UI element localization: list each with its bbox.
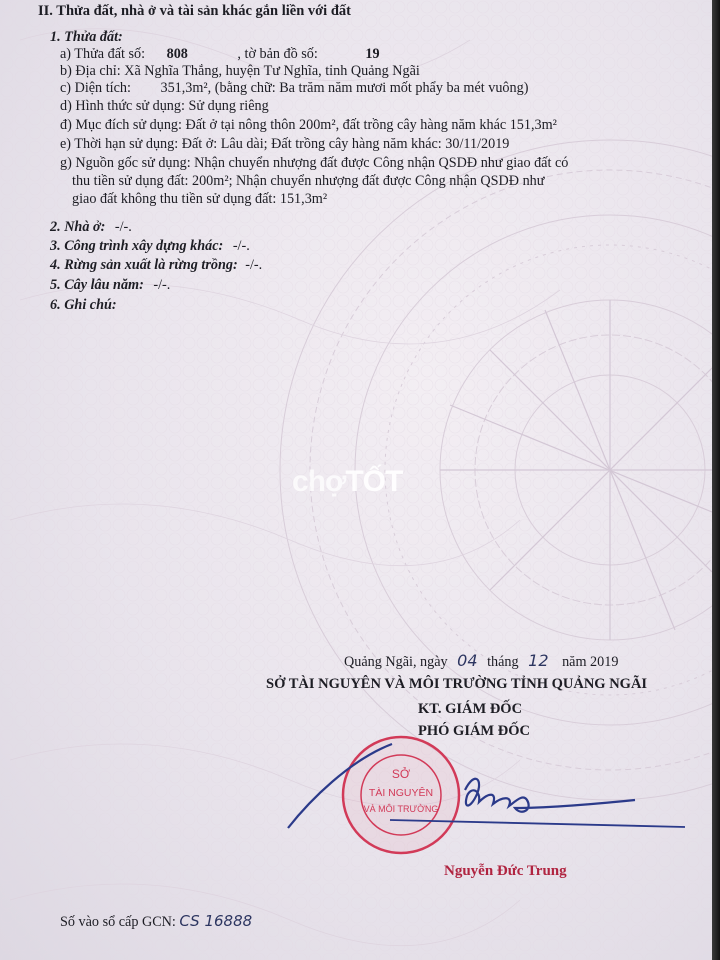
perennial-label: 5. Cây lâu năm: xyxy=(50,277,144,293)
role-deputy: KT. GIÁM ĐỐC xyxy=(418,701,523,717)
forest-row xyxy=(50,256,262,274)
origin-row-3: giao đất không thu tiền sử dụng đất: 151,3m² xyxy=(72,191,328,207)
registry-label: Số vào sổ cấp GCN: xyxy=(60,914,176,930)
forest-label: 4. Rừng sản xuất là rừng trồng: xyxy=(50,257,238,273)
house-value: -/-. xyxy=(114,219,132,235)
parcel-number: 808 xyxy=(166,46,188,62)
usage-purpose-row: đ) Mục đích sử dụng: Đất ở tại nông thôn 200m², đất trồng cây hàng năm khác 151,3m² xyxy=(60,117,557,133)
construction-label: 3. Công trình xây dựng khác: xyxy=(50,238,224,254)
address-row: b) Địa chỉ: Xã Nghĩa Thắng, huyện Tư Nghĩa, tỉnh Quảng Ngãi xyxy=(60,63,420,79)
parcel-heading: 1. Thửa đất: xyxy=(50,29,123,45)
seal-line-2: TÀI NGUYÊN xyxy=(368,787,434,799)
origin-row-2: thu tiền sử dụng đất: 200m²; Nhận chuyển nhượng đất được Công nhận QSDĐ như xyxy=(72,173,545,189)
map-sheet-number: 19 xyxy=(365,46,380,62)
registry-row xyxy=(60,912,252,931)
seal-line-1: SỞ xyxy=(391,767,411,781)
date-month-prefix: tháng xyxy=(487,654,519,670)
seal-line-3: VÀ MÔI TRƯỜNG xyxy=(363,804,439,814)
area-label: c) Diện tích: xyxy=(60,80,131,96)
area-value: 351,3m², (bằng chữ: Ba trăm năm mươi mốt phẩy ba mét vuông) xyxy=(160,80,529,96)
house-label: 2. Nhà ở: xyxy=(50,219,106,235)
date-day: 04 xyxy=(457,651,478,670)
house-row xyxy=(50,218,132,236)
date-line xyxy=(344,652,618,671)
role-title: PHÓ GIÁM ĐỐC xyxy=(418,723,530,739)
date-prefix: Quảng Ngãi, ngày xyxy=(344,654,448,670)
parcel-number-row xyxy=(60,45,380,63)
date-month: 12 xyxy=(528,651,549,670)
agency-name: SỞ TÀI NGUYÊN VÀ MÔI TRƯỜNG TỈNH QUẢNG NGÃI xyxy=(266,676,648,692)
map-sheet-label: , tờ bản đồ số: xyxy=(237,46,318,62)
registry-number: CS 16888 xyxy=(179,912,253,930)
usage-term-row: e) Thời hạn sử dụng: Đất ở: Lâu dài; Đất trồng cây hàng năm khác: 30/11/2019 xyxy=(60,136,510,152)
signer-name: Nguyễn Đức Trung xyxy=(444,863,567,879)
watermark-logo: chợTỐT xyxy=(292,465,403,498)
parcel-number-label: a) Thửa đất số: xyxy=(60,46,146,62)
origin-row-1: g) Nguồn gốc sử dụng: Nhận chuyển nhượng đất được Công nhận QSDĐ như giao đất có xyxy=(60,155,569,171)
photo-dark-edge xyxy=(712,0,720,960)
notes-row xyxy=(50,296,117,314)
forest-value: -/-. xyxy=(245,257,263,273)
area-row xyxy=(60,79,528,97)
notes-label: 6. Ghi chú: xyxy=(50,297,117,313)
perennial-row xyxy=(50,276,170,294)
usage-form-row: d) Hình thức sử dụng: Sử dụng riêng xyxy=(60,98,269,114)
perennial-value: -/-. xyxy=(153,277,171,293)
date-year: năm 2019 xyxy=(562,654,619,670)
signature-stroke xyxy=(280,730,700,840)
construction-value: -/-. xyxy=(232,238,250,254)
construction-row xyxy=(50,237,250,255)
section-title: II. Thửa đất, nhà ở và tài sản khác gắn liền với đất xyxy=(38,3,351,19)
